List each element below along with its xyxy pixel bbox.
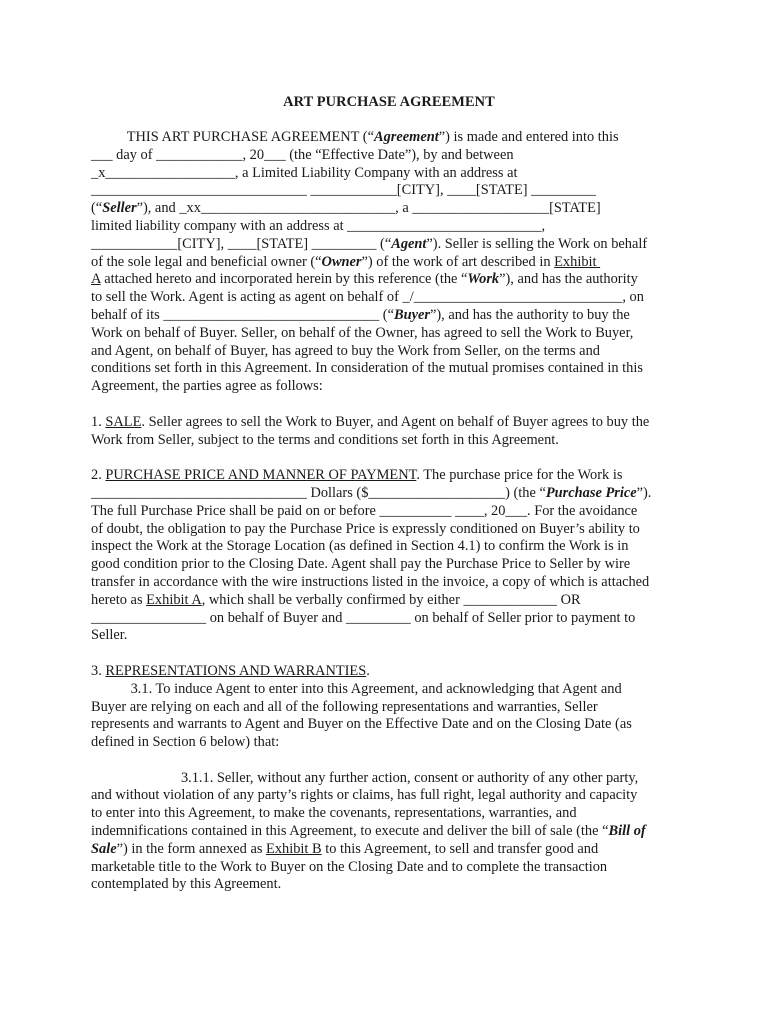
- text-run: Seller.: [91, 627, 128, 644]
- underlined-text: Exhibit B: [266, 840, 322, 857]
- text-run: The full Purchase Price shall be paid on or before __________ ____, 20___. For the avoidance: [91, 502, 638, 519]
- paragraph-section-3: [91, 663, 687, 752]
- text-line: [91, 699, 687, 717]
- text-line: [91, 485, 687, 503]
- text-line: [91, 343, 687, 361]
- text-line: [91, 610, 687, 628]
- text-line: [91, 414, 687, 432]
- paragraph-spacer: [91, 396, 687, 414]
- paragraph-spacer: [91, 752, 687, 770]
- text-line: [91, 129, 687, 147]
- text-run: Work from Seller, subject to the terms and conditions set forth in this Agreement.: [91, 431, 559, 448]
- text-run: ”), and has the authority to buy the: [429, 306, 630, 323]
- text-line: [91, 325, 687, 343]
- text-line: [91, 432, 687, 450]
- text-run: ”) is made and entered into this: [438, 129, 619, 145]
- document-body: [91, 129, 687, 894]
- defined-term: Bill of: [608, 823, 646, 840]
- text-line: [91, 289, 687, 307]
- text-line: [91, 556, 687, 574]
- text-line: [91, 663, 687, 681]
- paragraph-section-2: [91, 467, 687, 645]
- defined-term: Agreement: [373, 129, 439, 145]
- text-line: [91, 378, 687, 396]
- text-run: 1.: [91, 413, 106, 430]
- text-line: [91, 254, 687, 272]
- text-run: represents and warrants to Agent and Buyer on the Effective Date and on the Closing Date (as: [91, 716, 632, 733]
- text-line: [91, 360, 687, 378]
- text-run: good condition prior to the Closing Date. Agent shall pay the Purchase Price to Seller by wire: [91, 556, 631, 573]
- text-run: of the sole legal and beneficial owner (“: [91, 253, 322, 270]
- text-run: THIS ART PURCHASE AGREEMENT (“: [91, 129, 374, 145]
- text-run: and Agent, on behalf of Buyer, has agreed to buy the Work from Seller, on the terms and: [91, 342, 600, 359]
- text-run: ”), and _xx___________________________, a ___________________[STATE]: [136, 200, 601, 217]
- paragraph-section-3-1-1: [91, 770, 687, 895]
- text-line: [91, 165, 687, 183]
- text-run: to sell the Work. Agent is acting as agent on behalf of _/_____________________________, on: [91, 289, 644, 306]
- text-run: . Seller agrees to sell the Work to Buyer, and Agent on behalf of Buyer agrees to buy the: [141, 413, 650, 430]
- text-run: 2.: [91, 467, 106, 484]
- defined-term: Sale: [91, 840, 117, 857]
- text-run: ___ day of ____________, 20___ (the “Effective Date”), by and between: [91, 146, 514, 163]
- text-run: ”) in the form annexed as: [116, 840, 267, 857]
- text-line: [91, 521, 687, 539]
- defined-term: Purchase Price: [545, 484, 637, 501]
- text-line: [91, 307, 687, 325]
- text-run: ”) of the work of art described in: [361, 253, 555, 270]
- text-line: [91, 236, 687, 254]
- text-run: conditions set forth in this Agreement. In consideration of the mutual promises contained in this: [91, 360, 643, 377]
- document-title: ART PURCHASE AGREEMENT: [283, 94, 495, 110]
- text-run: indemnifications contained in this Agreement, to execute and deliver the bill of sale (the “: [91, 823, 609, 840]
- underlined-text: A: [91, 271, 101, 288]
- text-run: ________________ on behalf of Buyer and _________ on behalf of Seller prior to payment to: [91, 609, 636, 626]
- text-line: [91, 467, 687, 485]
- text-run: behalf of its ______________________________ (“: [91, 306, 394, 323]
- text-run: ”), and has the authority: [499, 271, 638, 288]
- text-line: [91, 716, 687, 734]
- text-run: transfer in accordance with the wire instructions listed in the invoice, a copy of which is attached: [91, 573, 650, 590]
- text-line: [91, 805, 687, 823]
- text-run: of doubt, the obligation to pay the Purchase Price is expressly conditioned on Buyer’s ability to: [91, 520, 640, 537]
- text-run: ______________________________ ____________[CITY], ____[STATE] _________: [91, 182, 596, 199]
- text-run: Buyer are relying on each and all of the following representations and warranties, Seller: [91, 698, 598, 715]
- underlined-text: SALE: [105, 413, 142, 430]
- text-run: .: [366, 662, 370, 679]
- text-run: ”). Seller is selling the Work on behalf: [426, 235, 648, 252]
- text-line: [91, 182, 687, 200]
- text-line: [91, 592, 687, 610]
- text-run: 3.1. To induce Agent to enter into this Agreement, and acknowledging that Agent and: [91, 680, 622, 697]
- text-run: ”).: [636, 484, 652, 501]
- text-line: [91, 503, 687, 521]
- text-run: inspect the Work at the Storage Location (as defined in Section 4.1) to confirm the Work is in: [91, 538, 629, 555]
- text-run: _x__________________, a Limited Liability Company with an address at: [91, 164, 518, 181]
- text-line: [91, 734, 687, 752]
- text-run: ______________________________ Dollars ($___________________) (the “: [91, 484, 546, 501]
- text-line: [91, 271, 687, 289]
- text-run: attached hereto and incorporated herein by this reference (the “: [100, 271, 468, 288]
- text-run: ____________[CITY], ____[STATE] _________ (“: [91, 235, 392, 252]
- text-line: [91, 200, 687, 218]
- text-run: to enter into this Agreement, to make the covenants, representations, warranties, and: [91, 805, 577, 822]
- text-run: limited liability company with an address at ___________________________,: [91, 217, 546, 234]
- text-line: [91, 538, 687, 556]
- defined-term: Owner: [321, 253, 362, 270]
- text-run: , which shall be verbally confirmed by either _____________ OR: [201, 591, 581, 608]
- text-run: and without violation of any party’s rights or claims, has full right, legal authority and capacity: [91, 787, 638, 804]
- text-run: . The purchase price for the Work is: [416, 467, 623, 484]
- paragraph-section-1: [91, 414, 687, 450]
- text-line: [91, 147, 687, 165]
- text-line: [91, 859, 687, 877]
- text-line: [91, 876, 687, 894]
- text-line: [91, 627, 687, 645]
- document-page: [91, 94, 687, 894]
- underlined-text: REPRESENTATIONS AND WARRANTIES: [105, 662, 367, 679]
- underlined-text: PURCHASE PRICE AND MANNER OF PAYMENT: [105, 467, 417, 484]
- text-line: [91, 770, 687, 788]
- paragraph-spacer: [91, 645, 687, 663]
- defined-term: Work: [467, 271, 500, 288]
- text-run: defined in Section 6 below) that:: [91, 734, 280, 751]
- text-run: Agreement, the parties agree as follows:: [91, 378, 323, 395]
- underlined-text: Exhibit: [554, 253, 601, 270]
- defined-term: Agent: [391, 235, 427, 252]
- text-run: Work on behalf of Buyer. Seller, on behalf of the Owner, has agreed to sell the Work to Buyer,: [91, 324, 634, 341]
- text-run: to this Agreement, to sell and transfer good and: [321, 840, 599, 857]
- defined-term: Buyer: [393, 306, 430, 323]
- text-line: [91, 823, 687, 841]
- text-run: hereto as: [91, 591, 147, 608]
- underlined-text: Exhibit A: [146, 591, 202, 608]
- defined-term: Seller: [102, 200, 137, 217]
- text-line: [91, 841, 687, 859]
- text-line: [91, 787, 687, 805]
- text-run: (“: [91, 200, 103, 217]
- paragraph-spacer: [91, 449, 687, 467]
- text-line: [91, 218, 687, 236]
- text-run: contemplated by this Agreement.: [91, 876, 282, 893]
- text-line: [91, 681, 687, 699]
- text-run: 3.: [91, 662, 106, 679]
- text-line: [91, 574, 687, 592]
- text-run: 3.1.1. Seller, without any further action, consent or authority of any other party,: [91, 769, 639, 786]
- text-run: marketable title to the Work to Buyer on the Closing Date and to complete the transaction: [91, 858, 608, 875]
- paragraph-preamble: [91, 129, 687, 396]
